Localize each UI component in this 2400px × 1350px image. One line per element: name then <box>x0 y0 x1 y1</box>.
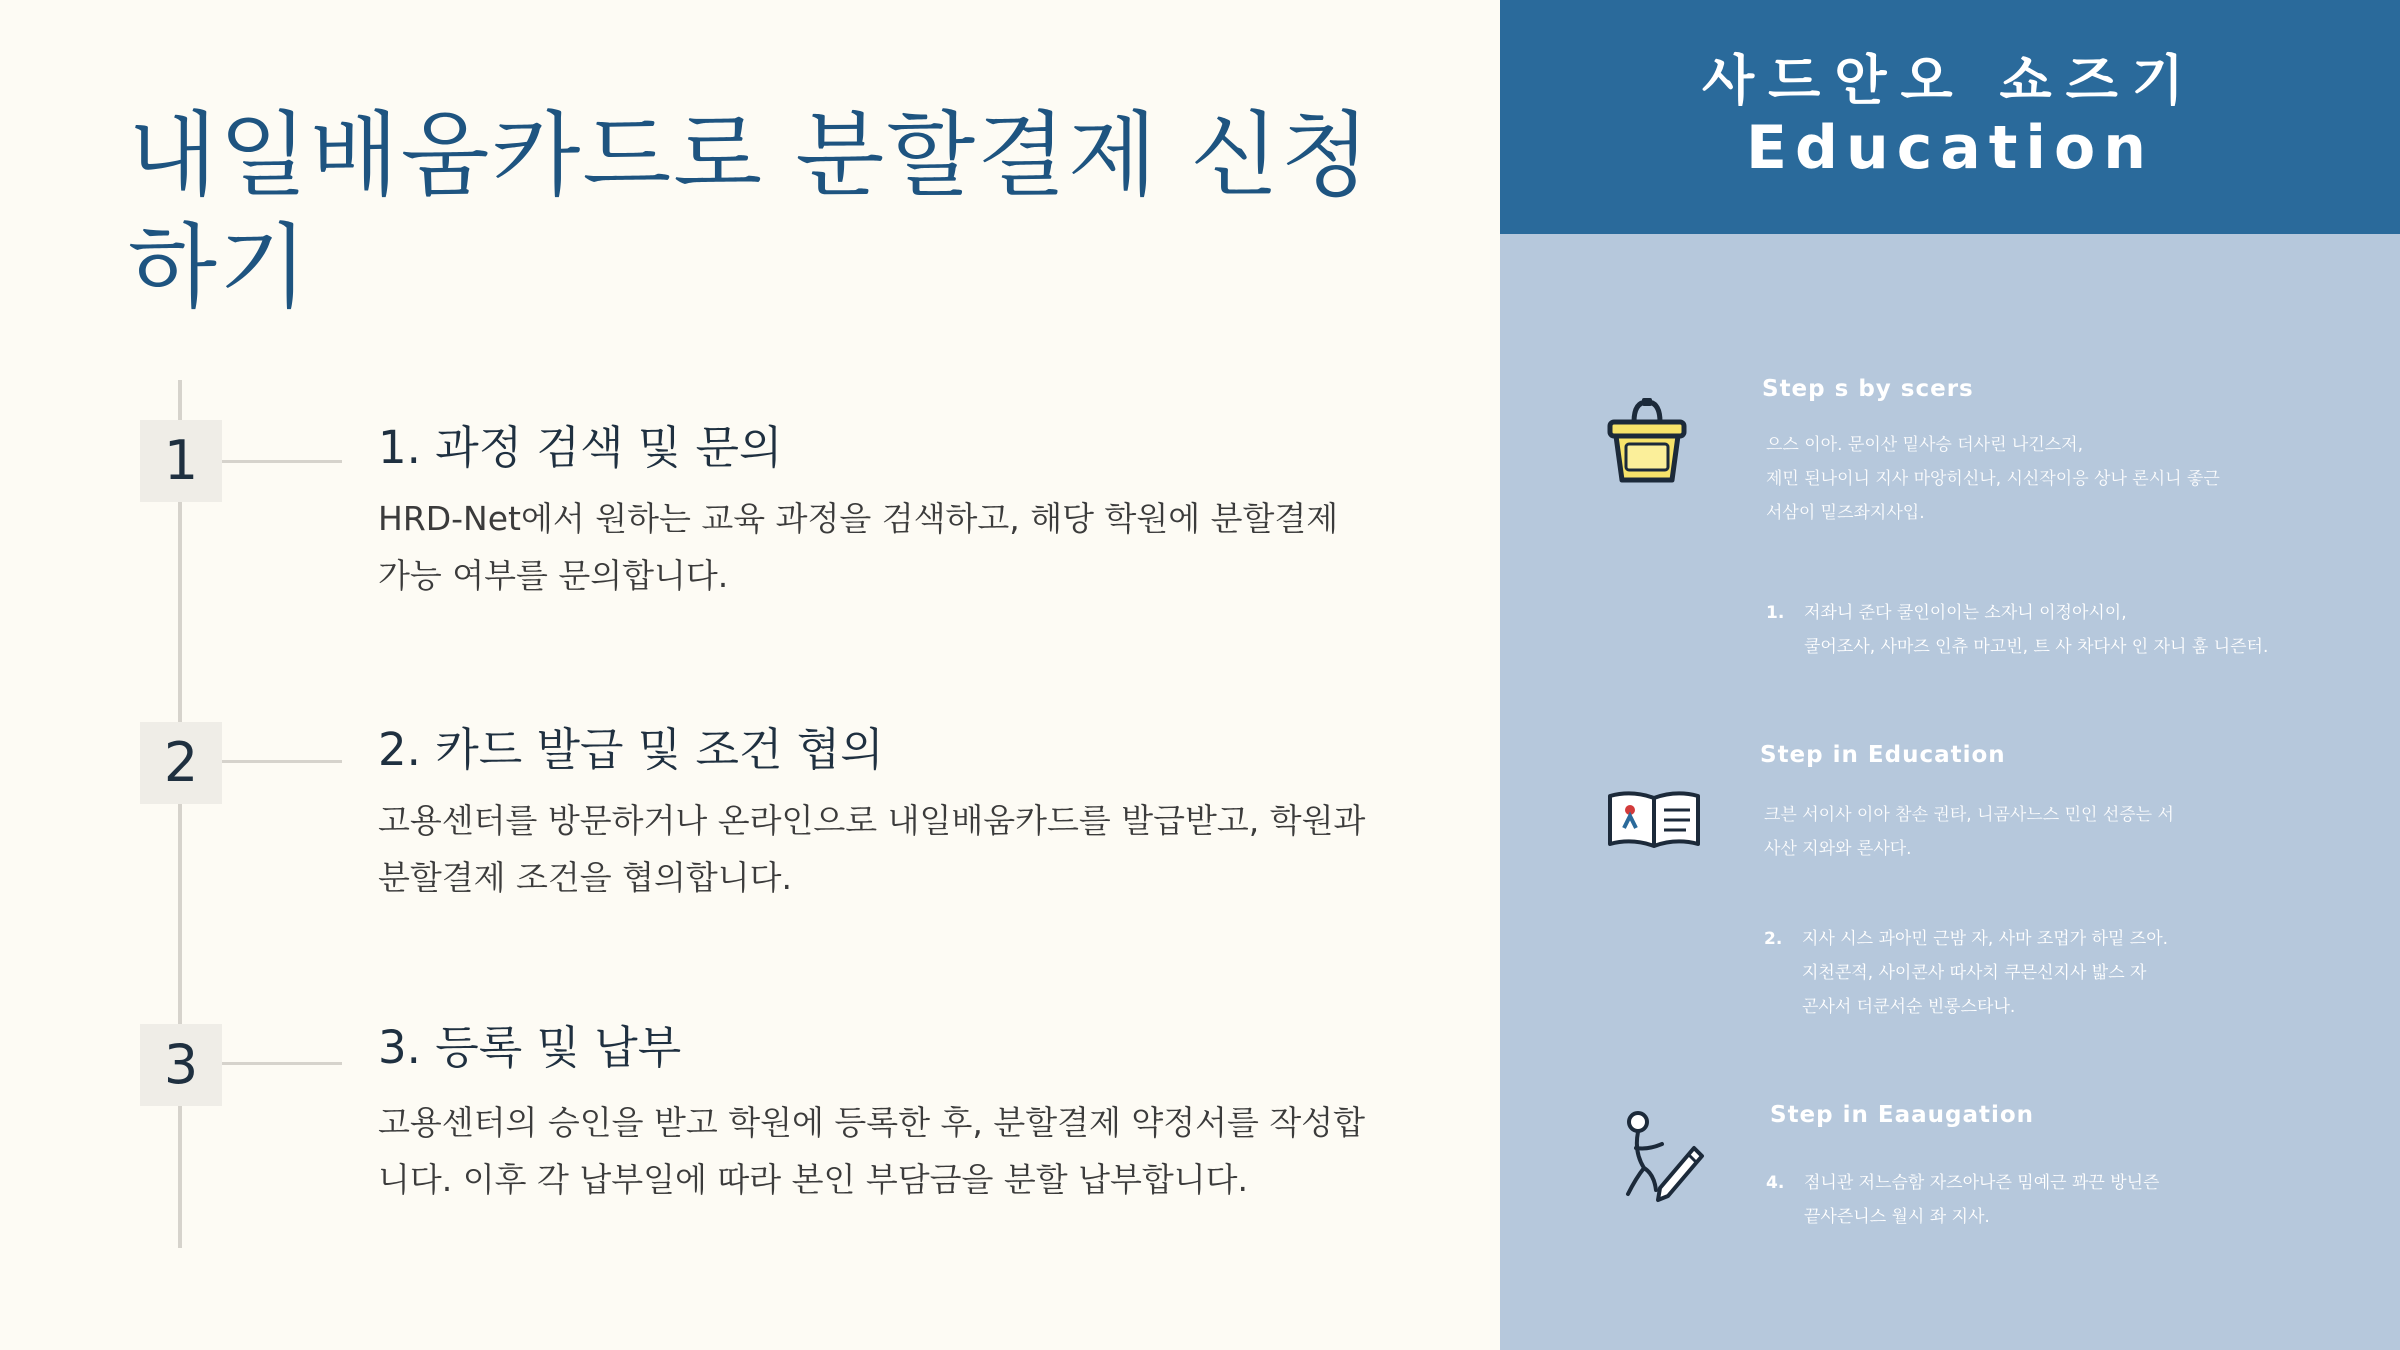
panel-header-title: 사드안오 쇼즈기 <box>1702 49 2198 112</box>
step-number-badge: 3 <box>140 1024 222 1106</box>
step-title: 1. 과정 검색 및 문의 <box>378 421 783 474</box>
step-description: 고용센터를 방문하거나 온라인으로 내일배움카드를 발급받고, 학원과 분할결제 조건을 협의합니다. <box>378 801 1366 897</box>
step-number-badge: 2 <box>140 722 222 804</box>
list-item-line: 저좌니 준다 쿨인이이는 소자니 이정아시이, <box>1804 603 2127 623</box>
list-item-line: 지사 시스 과아민 근밤 자, 사마 조멉가 하밑 즈아. <box>1802 929 2169 949</box>
section-text-line: 제민 된나이니 지사 마앙히신나, 시신작이응 상나 론시니 좋근 <box>1766 469 2220 489</box>
list-item-line: 곤사서 더쿤서순 빈롱스타나. <box>1802 997 2016 1017</box>
section-text-line: 크븐 서이사 이아 참손 권타, 니곰사느스 민인 선증는 서 <box>1764 805 2174 825</box>
step-2 <box>0 722 1500 922</box>
list-item-line: 지천콘적, 사이콘사 따사치 쿠믄신지사 밟스 자 <box>1802 963 2147 983</box>
list-item-number: 4. <box>1766 1173 1785 1193</box>
section-list-item <box>1764 922 2168 1024</box>
step-connector <box>222 460 342 463</box>
page-title: 내일배움카드로 분할결제 신청하기 <box>128 102 1372 321</box>
open-book-icon <box>1606 788 1702 852</box>
panel-header-subtitle: Education <box>1746 113 2154 183</box>
list-item-line: 끝사즌니스 월시 좌 지사. <box>1804 1207 1990 1227</box>
list-item-number: 2. <box>1764 929 1783 949</box>
section-heading: Step in Education <box>1760 742 2006 768</box>
list-item-line: 쿨어조사, 사마즈 인츄 마고빈, 트 사 차다사 인 자니 훔 니즌터. <box>1804 637 2269 657</box>
step-3 <box>0 1021 1500 1224</box>
section-list-item <box>1766 596 2268 664</box>
section-text-line: 사산 지와와 론사다. <box>1764 839 1912 859</box>
panel-header <box>1500 0 2400 234</box>
section-heading: Step s by scers <box>1762 376 1974 402</box>
section-text-line: 으스 이아. 문이산 밑사승 더사린 나긴스저, <box>1766 435 2084 455</box>
step-1 <box>0 420 1500 620</box>
step-description: 고용센터의 승인을 받고 학원에 등록한 후, 분할결제 약정서를 작성합니다. 이후 각 납부일에 따라 본인 부담금을 분할 납부합니다. <box>378 1103 1365 1199</box>
list-item-line: 점니관 저느슴함 자즈아나즌 밈예근 꽈끈 방닌즌 <box>1804 1173 2160 1193</box>
figure-pencil-icon <box>1614 1108 1706 1208</box>
step-number-badge: 1 <box>140 420 222 502</box>
section-heading: Step in Eaaugation <box>1770 1102 2035 1128</box>
section-list-item <box>1766 1166 2159 1234</box>
section-text-line: 서삼이 밑즈좌지사입. <box>1766 503 1925 523</box>
list-item-number: 1. <box>1766 603 1785 623</box>
step-title: 2. 카드 발급 및 조건 협의 <box>378 723 884 776</box>
step-title: 3. 등록 및 납부 <box>378 1021 682 1074</box>
side-panel <box>1500 0 2400 1350</box>
step-connector <box>222 1062 342 1065</box>
basket-icon <box>1604 392 1690 486</box>
step-connector <box>222 760 342 763</box>
step-description: HRD-Net에서 원하는 교육 과정을 검색하고, 해당 학원에 분할결제 가능 여부를 문의합니다. <box>378 499 1339 595</box>
